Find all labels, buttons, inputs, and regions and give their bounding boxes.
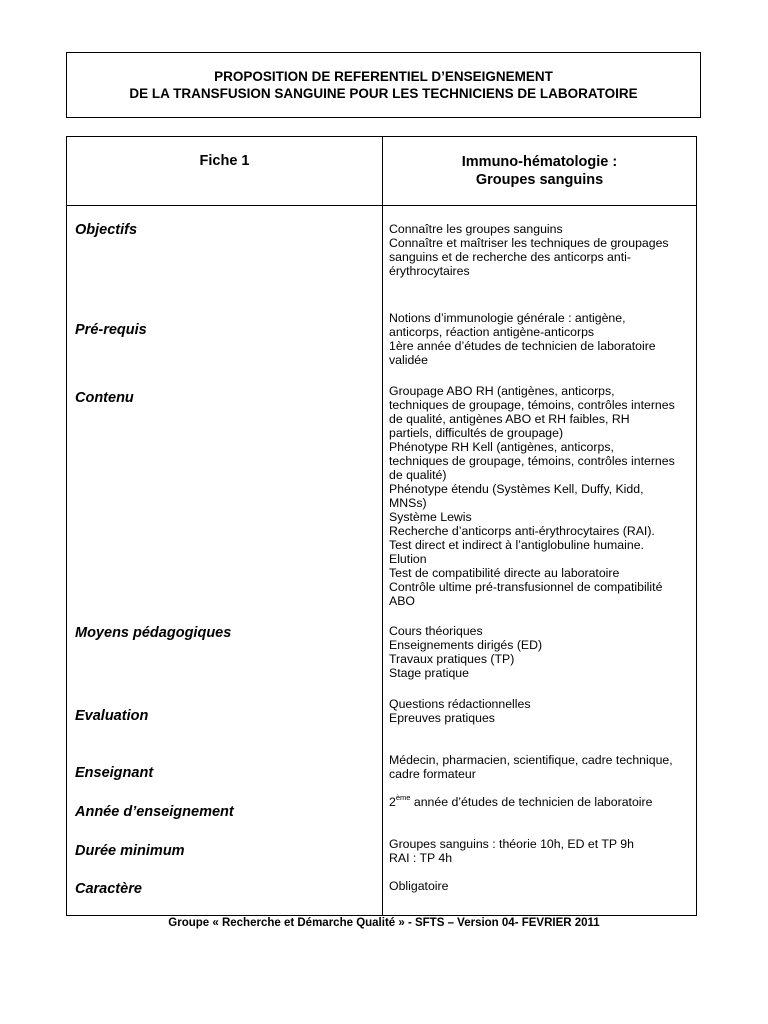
value-line: Cours théoriques bbox=[389, 624, 483, 638]
title-line-2: DE LA TRANSFUSION SANGUINE POUR LES TECHNICIENS DE LABORATOIRE bbox=[129, 86, 638, 101]
value-line: validée bbox=[389, 353, 428, 367]
value-line: Phénotype RH Kell (antigènes, anticorps, bbox=[389, 440, 614, 454]
label-enseignant: Enseignant bbox=[75, 765, 154, 781]
title-line-1: PROPOSITION DE REFERENTIEL D’ENSEIGNEMENT bbox=[214, 69, 553, 84]
value-line: Phénotype étendu (Systèmes Kell, Duffy, Kidd, bbox=[389, 482, 644, 496]
value-moyens bbox=[389, 624, 694, 680]
value-line: Stage pratique bbox=[389, 666, 469, 680]
value-line: RAI : TP 4h bbox=[389, 851, 453, 865]
label-annee: Année d’enseignement bbox=[75, 804, 234, 820]
value-line: Elution bbox=[389, 552, 427, 566]
value-line: Notions d’immunologie générale : antigène, bbox=[389, 311, 626, 325]
value-line bbox=[389, 795, 694, 809]
label-caractere: Caractère bbox=[75, 881, 142, 897]
value-line: MNSs) bbox=[389, 496, 427, 510]
value-line: Travaux pratiques (TP) bbox=[389, 652, 515, 666]
value-line: partiels, difficultés de groupage) bbox=[389, 426, 564, 440]
label-evaluation: Evaluation bbox=[75, 708, 149, 724]
value-contenu bbox=[389, 384, 694, 608]
document-title bbox=[66, 52, 701, 118]
value-line: Système Lewis bbox=[389, 510, 472, 524]
label-duree: Durée minimum bbox=[75, 843, 185, 859]
fiche-table bbox=[66, 136, 697, 916]
value-line: Groupage ABO RH (antigènes, anticorps, bbox=[389, 384, 615, 398]
fiche-subject: Immuno-hématologie : Groupes sanguins bbox=[461, 154, 618, 188]
value-line: Connaître les groupes sanguins bbox=[389, 222, 563, 236]
value-line: de qualité, antigènes ABO et RH faibles, RH bbox=[389, 412, 630, 426]
value-line: Médecin, pharmacien, scientifique, cadre technique, bbox=[389, 753, 673, 767]
value-line: sanguins et de recherche des anticorps anti- bbox=[389, 250, 631, 264]
value-duree bbox=[389, 837, 694, 865]
value-objectifs bbox=[389, 222, 694, 278]
year-suffix: ème bbox=[395, 793, 411, 802]
label-moyens: Moyens pédagogiques bbox=[75, 625, 232, 641]
value-caractere bbox=[389, 879, 694, 893]
header-divider bbox=[67, 205, 696, 206]
value-prerequis bbox=[389, 311, 694, 367]
value-line: érythrocytaires bbox=[389, 264, 470, 278]
year-number: 2 bbox=[389, 795, 396, 809]
value-line: Groupes sanguins : théorie 10h, ED et TP 9h bbox=[389, 837, 634, 851]
year-text: année d’études de technicien de laboratoire bbox=[410, 795, 653, 809]
value-line: anticorps, réaction antigène-anticorps bbox=[389, 325, 595, 339]
page-footer: Groupe « Recherche et Démarche Qualité » - SFTS – Version 04- FEVRIER 2011 bbox=[168, 917, 600, 929]
value-line: Recherche d’anticorps anti-érythrocytaires (RAI). bbox=[389, 524, 655, 538]
value-line: Contrôle ultime pré-transfusionnel de compatibilité bbox=[389, 580, 663, 594]
value-line: techniques de groupage, témoins, contrôles internes bbox=[389, 454, 675, 468]
value-evaluation bbox=[389, 697, 694, 725]
label-objectifs: Objectifs bbox=[75, 222, 138, 238]
value-line: ABO bbox=[389, 594, 415, 608]
label-contenu: Contenu bbox=[75, 390, 134, 406]
fiche-number: Fiche 1 bbox=[199, 153, 250, 169]
value-line: Test de compatibilité directe au laboratoire bbox=[389, 566, 620, 580]
column-divider bbox=[382, 137, 383, 915]
value-enseignant bbox=[389, 753, 694, 781]
value-line: Obligatoire bbox=[389, 879, 449, 893]
value-line: cadre formateur bbox=[389, 767, 476, 781]
value-line: 1ère année d’études de technicien de laboratoire bbox=[389, 339, 656, 353]
value-line: Connaître et maîtriser les techniques de groupages bbox=[389, 236, 669, 250]
value-line: Enseignements dirigés (ED) bbox=[389, 638, 543, 652]
value-line: Test direct et indirect à l’antiglobuline humaine. bbox=[389, 538, 644, 552]
value-line: Questions rédactionnelles bbox=[389, 697, 531, 711]
value-line: de qualité) bbox=[389, 468, 447, 482]
value-line: Epreuves pratiques bbox=[389, 711, 495, 725]
label-prerequis: Pré-requis bbox=[75, 322, 147, 338]
value-annee bbox=[389, 795, 694, 809]
value-line: techniques de groupage, témoins, contrôles internes bbox=[389, 398, 675, 412]
